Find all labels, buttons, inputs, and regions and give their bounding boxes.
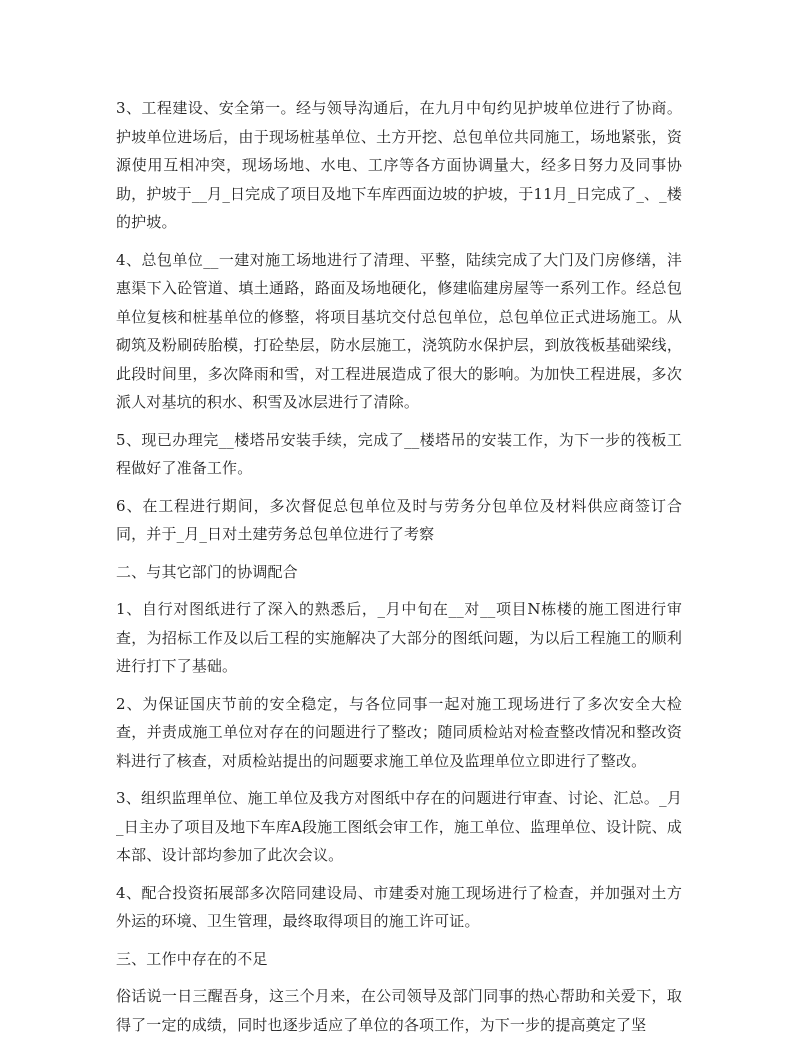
paragraph-item-4-construction-permit: 4、配合投资拓展部多次陪同建设局、市建委对施工现场进行了检查，并加强对土方外运的环境、卫生管理，最终取得项目的施工许可证。: [116, 883, 682, 930]
paragraph-item-2-safety-inspection: 2、为保证国庆节前的安全稳定，与各位同事一起对施工现场进行了多次安全大检查，并责成施工单位对存在的问题进行了整改；随同质检站对检查整改情况和整改资料进行了核查，对质检站提出的问题要求施工单位及监理单位立即进行了整改。: [116, 694, 682, 770]
paragraph-item-5-tower-crane: 5、现已办理完__楼塔吊安装手续，完成了__楼塔吊的安装工作，为下一步的筏板工程做好了准备工作。: [116, 430, 682, 477]
paragraph-item-6-contracts: 6、在工程进行期间，多次督促总包单位及时与劳务分包单位及材料供应商签订合同，并于_月_日对土建劳务总包单位进行了考察: [116, 496, 682, 543]
paragraph-item-4-general-contractor: 4、总包单位__一建对施工场地进行了清理、平整，陆续完成了大门及门房修缮，沣惠渠下入砼管道、填土通路，路面及场地硬化，修建临建房屋等一系列工作。经总包单位复核和桩基单位的修整，将项目基坑交付总包单位，总包单位正式进场施工。从砌筑及粉刷砖胎模，打砼垫层，防水层施工，浇筑防水保护层，到放筏板基础梁线，此段时间里，多次降雨和雪，对工程进展造成了很大的影响。为加快工程进展，多次派人对基坑的积水、积雪及冰层进行了清除。: [116, 250, 682, 411]
section-heading-coordination: 二、与其它部门的协调配合: [116, 562, 298, 581]
paragraph-item-3-drawing-meeting: 3、组织监理单位、施工单位及我方对图纸中存在的问题进行审查、讨论、汇总。_月_日主办了项目及地下车库A段施工图纸会审工作，施工单位、监理单位、设计院、成本部、设计部均参加了此次会议。: [116, 789, 682, 864]
paragraph-reflection: 俗话说一日三醒吾身，这三个月来，在公司领导及部门同事的热心帮助和关爱下，取得了一定的成绩，同时也逐步适应了单位的各项工作，为下一步的提高奠定了坚: [116, 987, 682, 1034]
section-heading-shortcomings: 三、工作中存在的不足: [116, 949, 268, 968]
paragraph-item-1-drawing-review: 1、自行对图纸进行了深入的熟悉后，_月中旬在__对__项目N栋楼的施工图进行审查，为招标工作及以后工程的实施解决了大部分的图纸问题，为以后工程施工的顺利进行打下了基础。: [116, 600, 682, 675]
paragraph-item-3-slope-protection: 3、工程建设、安全第一。经与领导沟通后，在九月中旬约见护坡单位进行了协商。护坡单位进场后，由于现场桩基单位、土方开挖、总包单位共同施工，场地紧张，资源使用互相冲突，现场场地、水电、工序等各方面协调量大，经多日努力及同事协助，护坡于__月_日完成了项目及地下车库西面边坡的护坡，于11月_日完成了_、_楼的护坡。: [116, 99, 682, 231]
